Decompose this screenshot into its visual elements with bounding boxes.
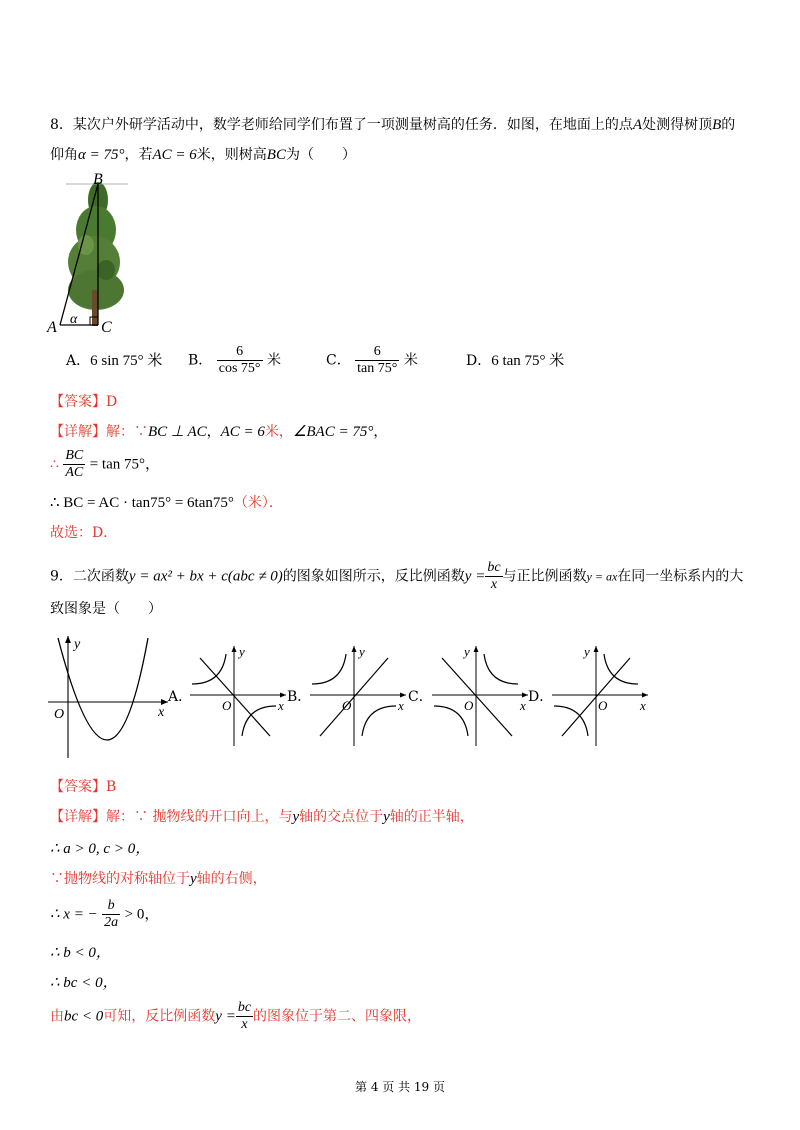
svg-text:O: O	[222, 698, 232, 713]
label-b: B	[93, 171, 103, 188]
q8-option-d: D．6 tan 75° 米	[466, 353, 565, 369]
q8-detail-line1: 【详解】解：∵BC ⊥ AC，AC = 6米，∠BAC = 75°，	[50, 424, 388, 440]
hyperbola-branch-2	[434, 706, 468, 736]
q9-detail-line2: ∴ a > 0, c > 0，	[50, 841, 151, 857]
q8-answer: 【答案】D	[50, 394, 118, 410]
svg-text:x: x	[278, 698, 284, 713]
q9-detail-line7: 由bc < 0可知，反比例函数y = $\frac{bc}{x}$ 的图象位于第二、四象限，	[50, 1000, 422, 1032]
hyperbola-branch-2	[554, 706, 588, 736]
label-a: A	[47, 319, 57, 336]
svg-text:O: O	[598, 698, 608, 713]
q9-line1: 9．二次函数y = ax² + bx + c(abc ≠ 0)的图象如图所示，反比例函数y = $\frac{bc}{x}$ 与正比例函数y = ax在同一坐标系内的大	[50, 560, 744, 592]
label-a: A．	[168, 689, 193, 705]
option-b-graph	[306, 640, 410, 750]
tree-figure	[46, 170, 136, 340]
svg-text:x: x	[398, 698, 404, 713]
svg-text:y: y	[239, 644, 245, 659]
direct-line	[200, 658, 270, 736]
svg-text:x: x	[640, 698, 646, 713]
hyperbola-branch-2	[362, 706, 396, 736]
q9-detail-line6: ∴ bc < 0，	[50, 975, 118, 991]
q8-detail-line2: ∴ $\frac{BC}{AC}$ = tan 75°，	[50, 448, 161, 480]
hyperbola-branch-1	[312, 654, 346, 684]
svg-text:y: y	[584, 644, 590, 659]
svg-text:y: y	[359, 644, 365, 659]
x-axis-label: x	[158, 705, 165, 720]
direct-line	[442, 658, 512, 736]
label-c: C	[101, 319, 112, 336]
page-footer: 第 4 页 共 19 页	[355, 1080, 445, 1094]
q8-line1: 8．某次户外研学活动中，数学老师给同学们布置了一项测量树高的任务．如图，在地面上的点A处测得树顶B的	[50, 117, 736, 133]
q8-detail-line3: ∴ BC = AC · tan75° = 6tan75°（米）．	[50, 495, 283, 511]
option-a-graph	[186, 640, 290, 750]
svg-text:x: x	[520, 698, 526, 713]
parabola-curve	[58, 638, 148, 740]
label-alpha: α	[70, 312, 78, 327]
option-c-graph	[428, 640, 532, 750]
q8-line2: 仰角α = 75°，若AC = 6米，则树高BC为（ ）	[50, 147, 356, 163]
hyperbola-branch-1	[484, 654, 518, 684]
q9-detail-line4: ∴ x = − $\frac{b}{2a}$ > 0，	[50, 898, 160, 930]
q8-option-b: B． $\frac{6}{\cos 75^\circ}$ 米	[188, 344, 281, 376]
q8-option-a: A．6 sin 75° 米	[66, 353, 163, 369]
label-c: C．	[408, 689, 433, 705]
q8-conclusion: 故选：D．	[50, 525, 118, 541]
svg-text:O: O	[464, 698, 474, 713]
label-b: B．	[287, 689, 312, 705]
y-axis-label: y	[74, 637, 81, 652]
q9-detail-line1: 【详解】解：∵ 抛物线的开口向上，与y轴的交点位于y轴的正半轴，	[50, 809, 474, 825]
q9-detail-line5: ∴ b < 0，	[50, 945, 111, 961]
q9-line2: 致图象是（ ）	[50, 601, 162, 617]
parabola-graph	[44, 632, 174, 762]
label-d: D．	[528, 689, 554, 705]
hyperbola-branch-1	[192, 654, 226, 684]
tree-image	[68, 182, 124, 326]
svg-text:y: y	[464, 644, 470, 659]
q8-option-c: C． $\frac{6}{\tan 75^\circ}$ 米	[326, 344, 418, 376]
q9-detail-line3: ∵抛物线的对称轴位于y轴的右侧，	[50, 871, 267, 887]
svg-text:O: O	[342, 698, 352, 713]
origin-label: O	[54, 707, 65, 722]
option-d-graph	[548, 640, 652, 750]
q9-answer: 【答案】B	[50, 779, 117, 795]
